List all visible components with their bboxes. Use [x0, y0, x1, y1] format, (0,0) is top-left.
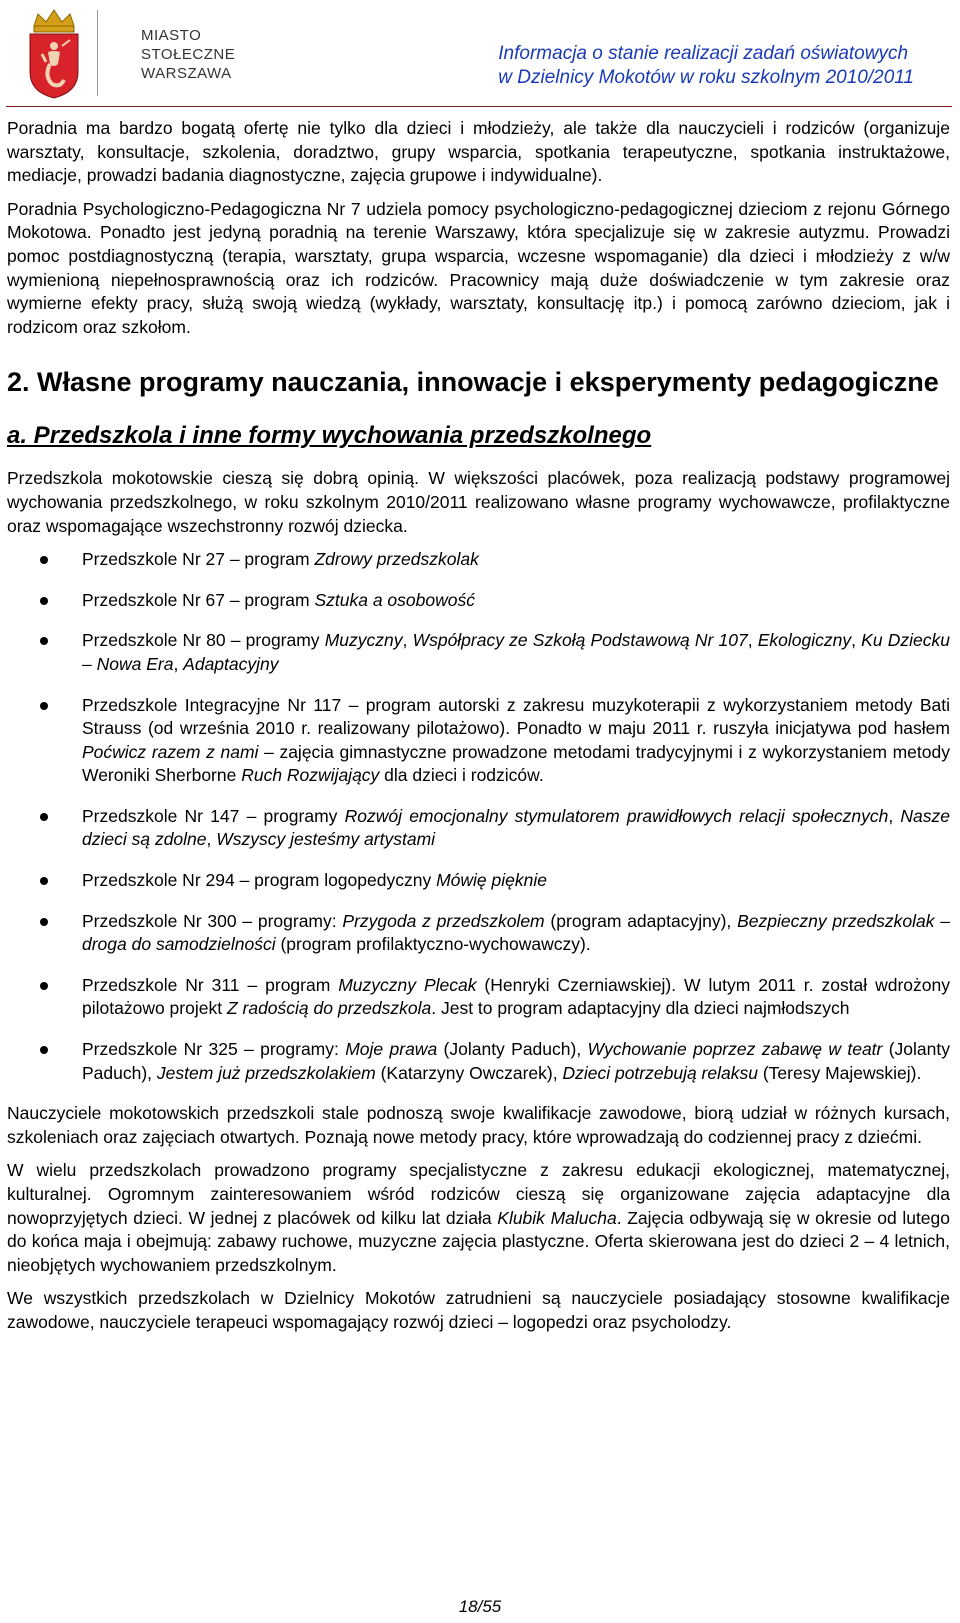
logo-divider: [97, 10, 98, 96]
program-name: Mówię pięknie: [436, 870, 547, 891]
program-name: Przygoda z przedszkolem: [342, 910, 545, 931]
program-name: Współpracy ze Szkołą Podstawową Nr 107: [412, 630, 748, 651]
program-name: Ruch Rozwijający: [241, 765, 380, 786]
bullet-icon: [40, 918, 48, 926]
list-item-text: ,: [888, 805, 901, 826]
program-name: Wychowanie poprzez zabawę w teatr: [587, 1039, 883, 1060]
list-item-text: ,: [173, 653, 184, 674]
list-item-text: Przedszkole Nr 294 – program logopedyczny: [82, 870, 437, 891]
list-item-text: (Teresy Majewskiej).: [757, 1062, 922, 1083]
document-header-title: [498, 42, 914, 90]
list-item-text: (program profilaktyczno-wychowawczy).: [275, 934, 591, 955]
bullet-icon: [40, 637, 48, 645]
program-name: Wszyscy jesteśmy artystami: [216, 829, 436, 850]
bullet-icon: [40, 813, 48, 821]
list-item-text: ,: [402, 630, 413, 651]
list-item-text: (Henryki Czerniawskiej). W lutym 2011 r. został wdrożony pilotażowo projekt: [82, 974, 950, 1019]
bullet-icon: [40, 877, 48, 885]
list-item-text: Przedszkole Nr 300 – programy:: [82, 910, 343, 931]
paragraph: Przedszkola mokotowskie cieszą się dobrą opinią. W większości placówek, poza realizacją podstawy programowej wychowania przedszkolnego, w roku szkolnym 2010/2011 realizowano własne programy wychowawcze, profilaktyczne oraz wspomagające wszechstronny rozwój dziecka.: [7, 468, 950, 536]
paragraph: We wszystkich przedszkolach w Dzielnicy Mokotów zatrudnieni są nauczyciele posiadający stosowne kwalifikacje zawodowe, nauczyciele terapeuci wspomagający rozwój dzieci – logopedzi oraz psycholodzy.: [7, 1288, 950, 1332]
bullet-icon: [40, 556, 48, 564]
list-item: [7, 694, 950, 788]
program-name: Sztuka a osobowość: [314, 589, 475, 610]
list-item-text: . Jest to program adaptacyjny dla dzieci najmłodszych: [431, 998, 850, 1019]
list-item-text: – zajęcia gimnastyczne prowadzone metodami tradycyjnymi i z wykorzystaniem metody Weroniki Sherborne: [82, 741, 950, 786]
list-item-text: Przedszkole Nr 325 – programy:: [82, 1039, 346, 1060]
list-item-text: (Katarzyny Owczarek),: [375, 1062, 563, 1083]
bullet-icon: [40, 982, 48, 990]
paragraph: Poradnia Psychologiczno-Pedagogiczna Nr 7 udziela pomocy psychologiczno-pedagogicznej dzieciom z rejonu Górnego Mokotowa. Ponadto jest jedyną poradnią na terenie Warszawy, która specjalizuje się w zakresie autyzmu. Prowadzi pomoc postdiagnostyczną (terapia, warsztaty, grupa wsparcia, wczesne wspomaganie) dla dzieci i młodzieży z w/w wymienioną niepełnosprawnością oraz ich rodziców. Pracownicy mają duże doświadczenie w tym zakresie oraz wymierne efekty pracy, służą swoją wiedzą (wykłady, warsztaty, konsultację itp.) i pomocą zarówno dzieciom, jak i rodzicom oraz szkołom.: [7, 198, 950, 337]
warsaw-logo: [24, 6, 236, 102]
list-item-text: dla dzieci i rodziców.: [379, 765, 544, 786]
kindergarten-program-list: [7, 548, 950, 1085]
program-name: Muzyczny: [324, 630, 403, 651]
list-item-text: Przedszkole Nr 147 – programy: [82, 805, 345, 826]
header-divider: [6, 106, 952, 107]
list-item-text: Przedszkole Nr 80 – programy: [82, 630, 325, 651]
list-item: [7, 589, 950, 613]
program-name: Bezpieczny przedszkolak – droga do samodzielności: [82, 910, 950, 955]
paragraph-text-italic: Klubik Malucha: [497, 1207, 617, 1228]
paragraph: [7, 1159, 950, 1277]
bullet-icon: [40, 702, 48, 710]
list-item-text: (Jolanty Paduch),: [82, 1039, 950, 1083]
logo-text: [141, 26, 235, 83]
header-title-line: w Dzielnicy Mokotów w roku szkolnym 2010/2011: [498, 67, 914, 88]
program-name: Moje prawa: [345, 1039, 438, 1060]
list-item-text: ,: [747, 630, 758, 651]
program-name: Dzieci potrzebują relaksu: [562, 1062, 758, 1083]
program-name: Nasze dzieci są zdolne: [82, 805, 950, 850]
list-item: [7, 548, 950, 572]
list-item-text: ,: [851, 630, 862, 651]
list-item: [7, 910, 950, 957]
warsaw-coat-of-arms-icon: [24, 6, 104, 102]
logo-line: STOŁECZNE: [141, 46, 236, 63]
program-name: Z radością do przedszkola: [226, 998, 432, 1019]
list-item-text: (Jolanty Paduch),: [437, 1039, 588, 1060]
section-heading: 2. Własne programy nauczania, innowacje i eksperymenty pedagogiczne: [7, 367, 939, 398]
program-name: Ekologiczny: [757, 630, 852, 651]
program-name: Rozwój emocjonalny stymulatorem prawidłowych relacji społecznych: [344, 805, 889, 826]
list-item: [7, 1038, 950, 1085]
list-item: [7, 629, 950, 676]
list-item-text: Przedszkole Nr 67 – program: [82, 589, 315, 610]
paragraph-text: W wielu przedszkolach prowadzono programy specjalistyczne z zakresu edukacji ekologicznej, matematycznej, kulturalnej. Ogromnym zainteresowaniem wśród rodziców cieszą się organizowane zajęcia adaptacyjne dla nowoprzyjętych dzieci. W jednej z placówek od kilku lat działa: [7, 1160, 950, 1228]
logo-line: MIASTO: [141, 27, 202, 44]
paragraph-text: . Zajęcia odbywają się w okresie od lutego do końca maja i obejmują: zabawy ruchowe, muzyczne zajęcia plastyczne. Oferta skierowana jest do dzieci 2 – 4 letnich, nieobjętych wychowaniem przedszkolnym.: [7, 1207, 950, 1275]
bullet-icon: [40, 597, 48, 605]
header-title-line: Informacja o stanie realizacji zadań oświatowych: [498, 43, 909, 64]
paragraph: Poradnia ma bardzo bogatą ofertę nie tylko dla dzieci i młodzieży, ale także dla nauczycieli i rodziców (organizuje warsztaty, konsultacje, szkolenia, doradztwo, grupy wsparcia, spotkania terapeutyczne, spotkania instruktażowe, mediacje, prowadzi badania diagnostyczne, zajęcia grupowe i indywidualne).: [7, 118, 950, 186]
list-item-text: Przedszkole Nr 27 – program: [82, 549, 315, 570]
program-name: Jestem już przedszkolakiem: [156, 1062, 376, 1083]
page-header: [0, 0, 960, 110]
list-item-text: Przedszkole Integracyjne Nr 117 – program autorski z zakresu muzykoterapii z wykorzystaniem metody Bati Strauss (od września 2010 r. realizowany pilotażowo). Ponadto w maju 2011 r. ruszyła inicjatywa pod hasłem: [82, 694, 950, 739]
list-item: [7, 805, 950, 852]
list-item-text: Przedszkole Nr 311 – program: [82, 974, 339, 995]
list-item: [7, 869, 950, 893]
list-item-text: ,: [206, 829, 217, 850]
paragraph: Nauczyciele mokotowskich przedszkoli stale podnoszą swoje kwalifikacje zawodowe, biorą udział w różnych kursach, szkoleniach oraz zajęciach otwartych. Poznają nowe metody pracy, które wprowadzają do codziennej pracy z dziećmi.: [7, 1103, 950, 1147]
program-name: Adaptacyjny: [183, 653, 279, 674]
page-number: 18/55: [458, 1597, 502, 1616]
program-name: Poćwicz razem z nami: [82, 741, 259, 762]
program-name: Zdrowy przedszkolak: [314, 549, 479, 570]
list-item-text: (program adaptacyjny),: [544, 910, 738, 931]
program-name: Muzyczny Plecak: [338, 974, 477, 995]
list-item: [7, 974, 950, 1021]
document-body: [7, 117, 950, 1345]
logo-line: WARSZAWA: [141, 65, 232, 82]
bullet-icon: [40, 1046, 48, 1054]
program-name: Ku Dziecku – Nowa Era: [82, 630, 950, 674]
subsection-heading: a. Przedszkola i inne formy wychowania przedszkolnego: [7, 422, 652, 450]
